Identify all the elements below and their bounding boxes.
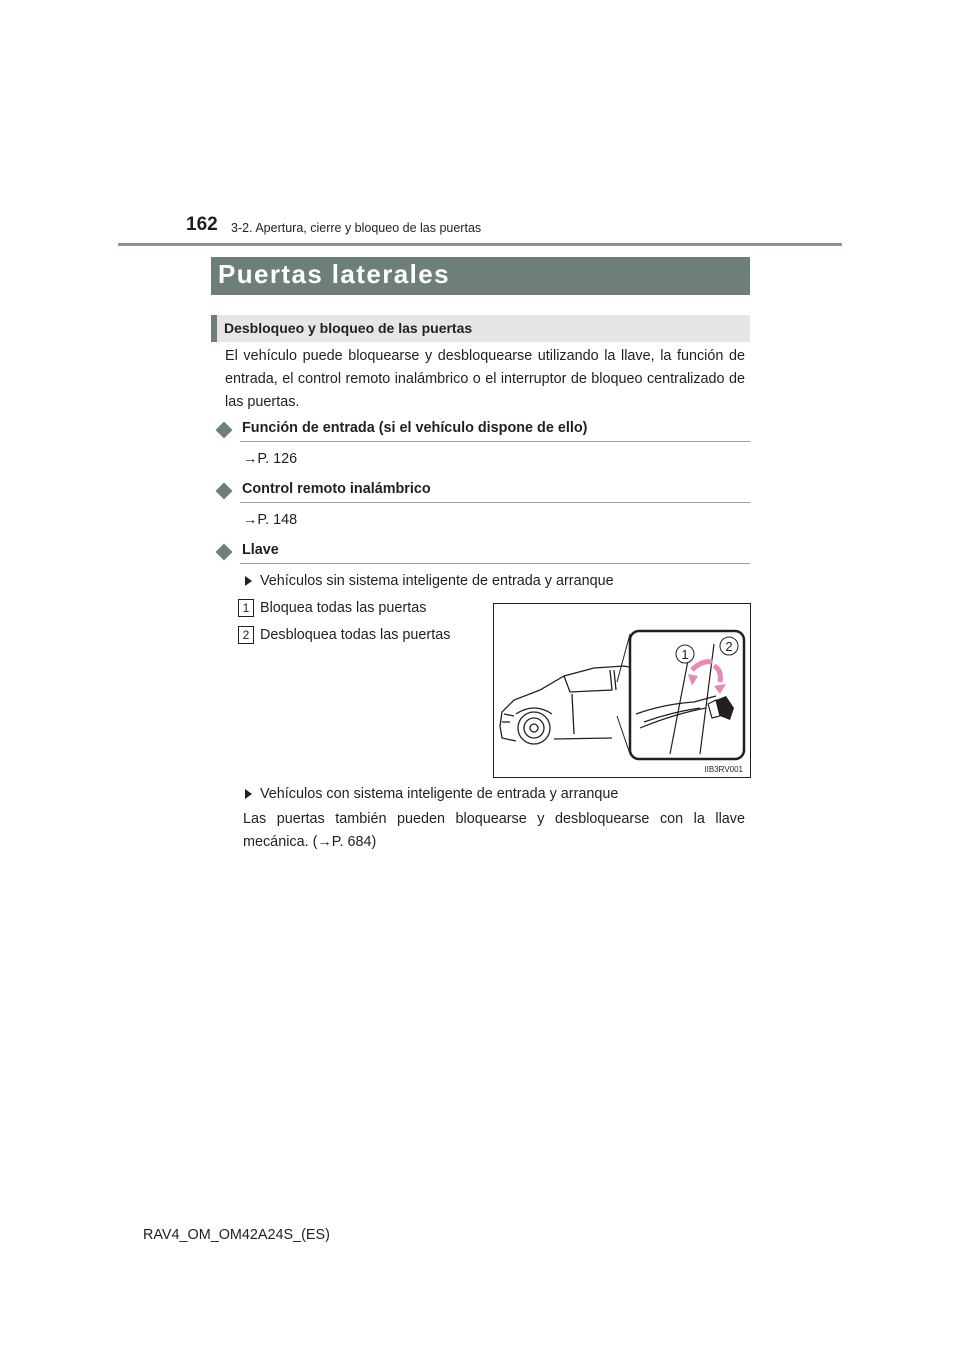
item-number-2: 2 xyxy=(238,626,254,644)
arrow-right-icon: → xyxy=(243,451,258,467)
page-title: Puertas laterales xyxy=(218,259,450,289)
entry-function-heading: Función de entrada (si el vehículo dispone de ello) xyxy=(242,420,588,436)
sub-rule xyxy=(240,441,750,442)
mechanical-ref: P. 684 xyxy=(331,834,372,850)
entry-function-ref-link[interactable] xyxy=(243,448,297,471)
entry-function-ref: P. 126 xyxy=(257,451,298,467)
arrow-right-icon: → xyxy=(317,834,332,850)
chapter-title: 3-2. Apertura, cierre y bloqueo de las puertas xyxy=(231,221,482,235)
arrow-right-icon: → xyxy=(243,512,258,528)
footer-code: RAV4_OM_OM42A24S_(ES) xyxy=(143,1227,330,1243)
figure-label-2: 2 xyxy=(725,639,733,654)
triangle-bullet-icon xyxy=(245,576,252,586)
diamond-icon xyxy=(218,484,230,502)
mechanical-key-paragraph xyxy=(243,808,745,854)
car-icon xyxy=(500,666,634,744)
remote-ref-link[interactable] xyxy=(243,509,297,532)
mechanical-ref-link[interactable] xyxy=(317,834,371,850)
figure-code: IIB3RV001 xyxy=(704,765,743,774)
page-number: 162 xyxy=(186,214,218,235)
section-title: Desbloqueo y bloqueo de las puertas xyxy=(224,320,473,336)
sub-rule xyxy=(240,563,750,564)
sub-rule xyxy=(240,502,750,503)
diamond-icon xyxy=(218,545,230,563)
figure-label-1: 1 xyxy=(681,647,689,662)
item-unlock-text: Desbloquea todas las puertas xyxy=(260,627,451,643)
figure-key-operation xyxy=(493,603,751,778)
item-lock-text: Bloquea todas las puertas xyxy=(260,600,427,616)
mechanical-key-text: Las puertas también pueden bloquearse y desbloquearse con la llave mecánica. ( xyxy=(243,811,745,850)
car-door-illustration xyxy=(494,604,750,777)
diamond-icon xyxy=(218,423,230,441)
triangle-bullet-icon xyxy=(245,789,252,799)
with-smart-label: Vehículos con sistema inteligente de entrada y arranque xyxy=(260,786,619,802)
key-heading: Llave xyxy=(242,542,279,558)
intro-paragraph: El vehículo puede bloquearse y desbloquearse utilizando la llave, la función de entrada, el control remoto inalámbrico o el interruptor de bloqueo centralizado de las puertas. xyxy=(225,348,745,410)
remote-heading: Control remoto inalámbrico xyxy=(242,481,431,497)
remote-ref: P. 148 xyxy=(257,512,298,528)
item-number-1: 1 xyxy=(238,599,254,617)
header-rule xyxy=(118,243,842,246)
mechanical-close: ) xyxy=(371,834,377,850)
without-smart-label: Vehículos sin sistema inteligente de entrada y arranque xyxy=(260,573,614,589)
section-accent xyxy=(211,315,217,342)
